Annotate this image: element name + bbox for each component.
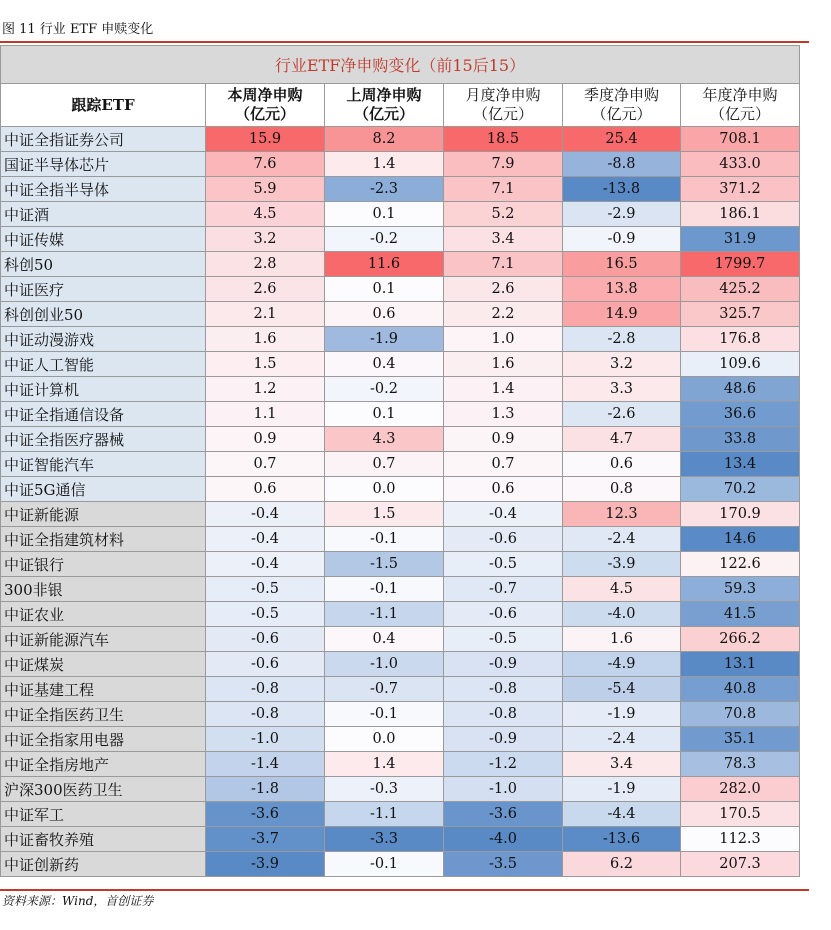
header-col-5: 年度净申购 （亿元） bbox=[681, 84, 800, 127]
value-cell: 0.7 bbox=[206, 452, 325, 477]
value-cell: 1.4 bbox=[444, 377, 563, 402]
value-cell: -2.9 bbox=[563, 202, 681, 227]
value-cell: 0.6 bbox=[206, 477, 325, 502]
header-col-4: 季度净申购 （亿元） bbox=[563, 84, 681, 127]
etf-name-cell: 中证全指医药卫生 bbox=[1, 702, 206, 727]
value-cell: 207.3 bbox=[681, 852, 800, 877]
value-cell: 2.2 bbox=[444, 302, 563, 327]
value-cell: 0.1 bbox=[325, 277, 444, 302]
value-cell: 7.1 bbox=[444, 177, 563, 202]
etf-name-cell: 中证创新药 bbox=[1, 852, 206, 877]
value-cell: 1.4 bbox=[325, 752, 444, 777]
value-cell: -2.8 bbox=[563, 327, 681, 352]
table-row bbox=[1, 577, 800, 602]
value-cell: 11.6 bbox=[325, 252, 444, 277]
table-row bbox=[1, 427, 800, 452]
etf-name-cell: 中证银行 bbox=[1, 552, 206, 577]
table-row bbox=[1, 127, 800, 152]
value-cell: 1.6 bbox=[563, 627, 681, 652]
value-cell: 35.1 bbox=[681, 727, 800, 752]
value-cell: 1.0 bbox=[444, 327, 563, 352]
table-title: 行业ETF净申购变化（前15后15） bbox=[1, 46, 800, 84]
table-row bbox=[1, 827, 800, 852]
value-cell: -1.2 bbox=[444, 752, 563, 777]
value-cell: -0.1 bbox=[325, 702, 444, 727]
table-row bbox=[1, 552, 800, 577]
value-cell: 176.8 bbox=[681, 327, 800, 352]
value-cell: 12.3 bbox=[563, 502, 681, 527]
header-row bbox=[1, 84, 800, 127]
value-cell: 1.5 bbox=[325, 502, 444, 527]
value-cell: -3.9 bbox=[206, 852, 325, 877]
value-cell: -0.4 bbox=[444, 502, 563, 527]
etf-name-cell: 中证全指建筑材料 bbox=[1, 527, 206, 552]
value-cell: 8.2 bbox=[325, 127, 444, 152]
value-cell: -0.1 bbox=[325, 852, 444, 877]
value-cell: -13.6 bbox=[563, 827, 681, 852]
value-cell: -0.6 bbox=[206, 652, 325, 677]
value-cell: 433.0 bbox=[681, 152, 800, 177]
table-row bbox=[1, 602, 800, 627]
table-row bbox=[1, 202, 800, 227]
value-cell: 13.1 bbox=[681, 652, 800, 677]
value-cell: 186.1 bbox=[681, 202, 800, 227]
etf-name-cell: 中证全指通信设备 bbox=[1, 402, 206, 427]
table-row bbox=[1, 727, 800, 752]
value-cell: -0.4 bbox=[206, 502, 325, 527]
value-cell: 425.2 bbox=[681, 277, 800, 302]
value-cell: 109.6 bbox=[681, 352, 800, 377]
value-cell: -0.8 bbox=[444, 677, 563, 702]
value-cell: 0.0 bbox=[325, 727, 444, 752]
table-body bbox=[1, 127, 800, 877]
value-cell: -4.0 bbox=[563, 602, 681, 627]
value-cell: 122.6 bbox=[681, 552, 800, 577]
table-row bbox=[1, 852, 800, 877]
value-cell: 325.7 bbox=[681, 302, 800, 327]
value-cell: 36.6 bbox=[681, 402, 800, 427]
value-cell: 41.5 bbox=[681, 602, 800, 627]
value-cell: -8.8 bbox=[563, 152, 681, 177]
value-cell: -3.3 bbox=[325, 827, 444, 852]
value-cell: -0.2 bbox=[325, 377, 444, 402]
value-cell: -0.6 bbox=[444, 602, 563, 627]
value-cell: 78.3 bbox=[681, 752, 800, 777]
value-cell: 0.8 bbox=[563, 477, 681, 502]
value-cell: -0.8 bbox=[206, 702, 325, 727]
value-cell: 7.6 bbox=[206, 152, 325, 177]
value-cell: 1.4 bbox=[325, 152, 444, 177]
value-cell: 31.9 bbox=[681, 227, 800, 252]
value-cell: 3.3 bbox=[563, 377, 681, 402]
value-cell: -4.9 bbox=[563, 652, 681, 677]
value-cell: 2.1 bbox=[206, 302, 325, 327]
value-cell: 5.2 bbox=[444, 202, 563, 227]
value-cell: 2.6 bbox=[444, 277, 563, 302]
value-cell: -0.6 bbox=[444, 527, 563, 552]
value-cell: 170.9 bbox=[681, 502, 800, 527]
source-note: 资料来源：Wind，首创证券 bbox=[2, 894, 154, 908]
etf-name-cell: 中证酒 bbox=[1, 202, 206, 227]
table-row bbox=[1, 527, 800, 552]
table-row bbox=[1, 502, 800, 527]
table-row bbox=[1, 702, 800, 727]
value-cell: -2.4 bbox=[563, 527, 681, 552]
value-cell: 112.3 bbox=[681, 827, 800, 852]
etf-name-cell: 中证军工 bbox=[1, 802, 206, 827]
etf-name-cell: 沪深300医药卫生 bbox=[1, 777, 206, 802]
value-cell: 4.3 bbox=[325, 427, 444, 452]
value-cell: -1.9 bbox=[325, 327, 444, 352]
value-cell: -3.5 bbox=[444, 852, 563, 877]
table-row bbox=[1, 377, 800, 402]
value-cell: 0.6 bbox=[444, 477, 563, 502]
etf-name-cell: 中证全指房地产 bbox=[1, 752, 206, 777]
value-cell: 0.0 bbox=[325, 477, 444, 502]
value-cell: 0.9 bbox=[444, 427, 563, 452]
value-cell: 7.9 bbox=[444, 152, 563, 177]
value-cell: 4.7 bbox=[563, 427, 681, 452]
etf-name-cell: 中证农业 bbox=[1, 602, 206, 627]
value-cell: 13.8 bbox=[563, 277, 681, 302]
value-cell: 1.6 bbox=[206, 327, 325, 352]
table-row bbox=[1, 327, 800, 352]
value-cell: 0.6 bbox=[325, 302, 444, 327]
table-row bbox=[1, 452, 800, 477]
value-cell: 0.7 bbox=[325, 452, 444, 477]
value-cell: -0.5 bbox=[206, 577, 325, 602]
value-cell: 14.6 bbox=[681, 527, 800, 552]
header-tracking-etf: 跟踪ETF bbox=[1, 84, 206, 127]
table-row bbox=[1, 402, 800, 427]
value-cell: 40.8 bbox=[681, 677, 800, 702]
value-cell: -0.1 bbox=[325, 577, 444, 602]
etf-name-cell: 科创50 bbox=[1, 252, 206, 277]
value-cell: 3.4 bbox=[444, 227, 563, 252]
etf-name-cell: 中证动漫游戏 bbox=[1, 327, 206, 352]
footer-divider bbox=[0, 889, 809, 891]
value-cell: -0.5 bbox=[444, 552, 563, 577]
value-cell: -1.9 bbox=[563, 777, 681, 802]
value-cell: 6.2 bbox=[563, 852, 681, 877]
value-cell: 371.2 bbox=[681, 177, 800, 202]
table-row bbox=[1, 752, 800, 777]
value-cell: -1.5 bbox=[325, 552, 444, 577]
value-cell: 25.4 bbox=[563, 127, 681, 152]
value-cell: 15.9 bbox=[206, 127, 325, 152]
value-cell: 282.0 bbox=[681, 777, 800, 802]
value-cell: 14.9 bbox=[563, 302, 681, 327]
value-cell: -0.2 bbox=[325, 227, 444, 252]
value-cell: -0.7 bbox=[325, 677, 444, 702]
value-cell: -0.9 bbox=[563, 227, 681, 252]
table-row bbox=[1, 227, 800, 252]
value-cell: 48.6 bbox=[681, 377, 800, 402]
etf-name-cell: 300非银 bbox=[1, 577, 206, 602]
value-cell: 0.6 bbox=[563, 452, 681, 477]
table-row bbox=[1, 152, 800, 177]
etf-name-cell: 国证半导体芯片 bbox=[1, 152, 206, 177]
value-cell: -5.4 bbox=[563, 677, 681, 702]
value-cell: 1.2 bbox=[206, 377, 325, 402]
etf-name-cell: 中证人工智能 bbox=[1, 352, 206, 377]
value-cell: 0.7 bbox=[444, 452, 563, 477]
value-cell: -0.8 bbox=[206, 677, 325, 702]
value-cell: 16.5 bbox=[563, 252, 681, 277]
etf-name-cell: 中证医疗 bbox=[1, 277, 206, 302]
value-cell: -3.7 bbox=[206, 827, 325, 852]
etf-name-cell: 中证新能源汽车 bbox=[1, 627, 206, 652]
value-cell: -13.8 bbox=[563, 177, 681, 202]
value-cell: 708.1 bbox=[681, 127, 800, 152]
value-cell: 4.5 bbox=[563, 577, 681, 602]
caption-divider bbox=[0, 41, 809, 43]
table-row bbox=[1, 177, 800, 202]
etf-net-subscription-table bbox=[0, 45, 800, 877]
etf-name-cell: 中证畜牧养殖 bbox=[1, 827, 206, 852]
etf-name-cell: 中证煤炭 bbox=[1, 652, 206, 677]
etf-name-cell: 中证计算机 bbox=[1, 377, 206, 402]
value-cell: 13.4 bbox=[681, 452, 800, 477]
value-cell: 18.5 bbox=[444, 127, 563, 152]
value-cell: 5.9 bbox=[206, 177, 325, 202]
value-cell: -0.5 bbox=[206, 602, 325, 627]
etf-name-cell: 中证传媒 bbox=[1, 227, 206, 252]
etf-name-cell: 中证新能源 bbox=[1, 502, 206, 527]
etf-name-cell: 中证全指证券公司 bbox=[1, 127, 206, 152]
value-cell: 0.9 bbox=[206, 427, 325, 452]
table-row bbox=[1, 477, 800, 502]
header-col-2: 上周净申购 （亿元） bbox=[325, 84, 444, 127]
value-cell: 0.4 bbox=[325, 352, 444, 377]
value-cell: 59.3 bbox=[681, 577, 800, 602]
value-cell: -0.6 bbox=[206, 627, 325, 652]
value-cell: 266.2 bbox=[681, 627, 800, 652]
table-row bbox=[1, 777, 800, 802]
header-col-3: 月度净申购 （亿元） bbox=[444, 84, 563, 127]
table-row bbox=[1, 652, 800, 677]
value-cell: -2.6 bbox=[563, 402, 681, 427]
figure-caption: 图 11 行业 ETF 申赎变化 bbox=[2, 22, 154, 37]
etf-name-cell: 中证全指半导体 bbox=[1, 177, 206, 202]
table-row bbox=[1, 627, 800, 652]
table-row bbox=[1, 277, 800, 302]
value-cell: 33.8 bbox=[681, 427, 800, 452]
value-cell: -1.1 bbox=[325, 802, 444, 827]
value-cell: 1.3 bbox=[444, 402, 563, 427]
value-cell: 170.5 bbox=[681, 802, 800, 827]
value-cell: -1.4 bbox=[206, 752, 325, 777]
value-cell: -2.4 bbox=[563, 727, 681, 752]
header-col-1: 本周净申购 （亿元） bbox=[206, 84, 325, 127]
value-cell: 4.5 bbox=[206, 202, 325, 227]
table-row bbox=[1, 677, 800, 702]
table-row bbox=[1, 252, 800, 277]
etf-name-cell: 中证5G通信 bbox=[1, 477, 206, 502]
etf-name-cell: 中证全指家用电器 bbox=[1, 727, 206, 752]
value-cell: -0.5 bbox=[444, 627, 563, 652]
value-cell: 2.6 bbox=[206, 277, 325, 302]
value-cell: 1799.7 bbox=[681, 252, 800, 277]
value-cell: 1.6 bbox=[444, 352, 563, 377]
value-cell: 3.2 bbox=[563, 352, 681, 377]
value-cell: 3.4 bbox=[563, 752, 681, 777]
value-cell: -0.9 bbox=[444, 652, 563, 677]
value-cell: -1.0 bbox=[325, 652, 444, 677]
value-cell: 7.1 bbox=[444, 252, 563, 277]
table-row bbox=[1, 352, 800, 377]
value-cell: 3.2 bbox=[206, 227, 325, 252]
value-cell: 70.2 bbox=[681, 477, 800, 502]
etf-name-cell: 中证基建工程 bbox=[1, 677, 206, 702]
value-cell: -0.3 bbox=[325, 777, 444, 802]
value-cell: -0.4 bbox=[206, 527, 325, 552]
value-cell: -1.9 bbox=[563, 702, 681, 727]
value-cell: -3.9 bbox=[563, 552, 681, 577]
value-cell: 0.4 bbox=[325, 627, 444, 652]
value-cell: 0.1 bbox=[325, 402, 444, 427]
etf-name-cell: 科创创业50 bbox=[1, 302, 206, 327]
value-cell: -4.0 bbox=[444, 827, 563, 852]
value-cell: -0.1 bbox=[325, 527, 444, 552]
value-cell: 70.8 bbox=[681, 702, 800, 727]
value-cell: -0.4 bbox=[206, 552, 325, 577]
value-cell: -2.3 bbox=[325, 177, 444, 202]
value-cell: 2.8 bbox=[206, 252, 325, 277]
value-cell: 0.1 bbox=[325, 202, 444, 227]
value-cell: 1.5 bbox=[206, 352, 325, 377]
value-cell: -1.1 bbox=[325, 602, 444, 627]
table-row bbox=[1, 802, 800, 827]
value-cell: -3.6 bbox=[206, 802, 325, 827]
value-cell: -0.9 bbox=[444, 727, 563, 752]
value-cell: -4.4 bbox=[563, 802, 681, 827]
value-cell: -1.8 bbox=[206, 777, 325, 802]
table-row bbox=[1, 302, 800, 327]
value-cell: -1.0 bbox=[206, 727, 325, 752]
value-cell: -3.6 bbox=[444, 802, 563, 827]
etf-name-cell: 中证全指医疗器械 bbox=[1, 427, 206, 452]
etf-name-cell: 中证智能汽车 bbox=[1, 452, 206, 477]
value-cell: -0.7 bbox=[444, 577, 563, 602]
value-cell: -0.8 bbox=[444, 702, 563, 727]
value-cell: 1.1 bbox=[206, 402, 325, 427]
value-cell: -1.0 bbox=[444, 777, 563, 802]
